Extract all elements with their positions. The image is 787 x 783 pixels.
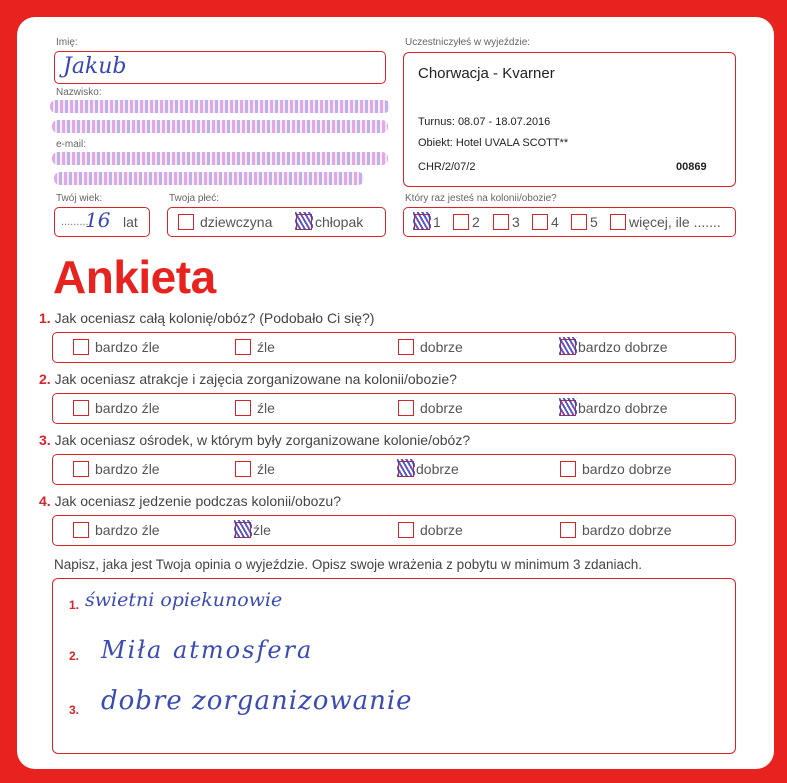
q4-option-good[interactable]: dobrze	[398, 521, 463, 538]
email-redacted	[52, 152, 388, 165]
q3-option-very-bad[interactable]: bardzo źle	[73, 460, 160, 477]
times-option-3[interactable]: 3	[493, 213, 520, 230]
q3-option-good[interactable]: dobrze	[398, 460, 459, 477]
age-value: 16	[85, 208, 111, 232]
checkbox[interactable]	[235, 339, 251, 355]
checkbox[interactable]	[398, 522, 414, 538]
question-2-options	[52, 393, 736, 424]
q4-option-very-bad[interactable]: bardzo źle	[73, 521, 160, 538]
trip-number: 00869	[676, 161, 707, 173]
q3-option-very-good[interactable]: bardzo dobrze	[560, 460, 672, 477]
q1-option-very-good[interactable]: bardzo dobrze	[560, 338, 668, 355]
question-1-options	[52, 332, 736, 363]
line-number-3: 3.	[69, 703, 80, 717]
age-dots: ..........	[61, 216, 92, 228]
checkbox[interactable]	[73, 461, 89, 477]
q2-option-good[interactable]: dobrze	[398, 399, 463, 416]
q3-option-bad[interactable]: źle	[235, 460, 275, 477]
times-option-1[interactable]: 1	[414, 213, 441, 230]
opinion-textarea[interactable]	[52, 578, 736, 754]
surname-redacted	[50, 100, 390, 113]
checkbox-checked[interactable]	[560, 339, 576, 355]
name-label: Imię:	[56, 37, 78, 48]
checkbox-checked[interactable]	[560, 400, 576, 416]
times-option-2[interactable]: 2	[453, 213, 480, 230]
trip-code: CHR/2/07/2	[418, 161, 476, 173]
gender-field	[167, 207, 386, 237]
surname-redacted-2	[52, 120, 388, 133]
times-option-more[interactable]: więcej, ile .......	[610, 213, 721, 230]
times-field	[403, 207, 736, 237]
gender-option-girl[interactable]: dziewczyna	[178, 213, 272, 230]
checkbox[interactable]	[560, 522, 576, 538]
checkbox-checked[interactable]	[296, 214, 312, 230]
gender-option-boy[interactable]: chłopak	[296, 213, 363, 230]
checkbox-checked[interactable]	[398, 461, 414, 477]
checkbox[interactable]	[178, 214, 194, 230]
q1-option-bad[interactable]: źle	[235, 338, 275, 355]
name-field[interactable]	[54, 51, 386, 84]
q2-option-very-good[interactable]: bardzo dobrze	[560, 399, 668, 416]
question-3-text: 3. Jak oceniasz ośrodek, w którym były zorganizowane kolonie/obóz?	[39, 432, 471, 448]
question-2-text: 2. Jak oceniasz atrakcje i zajęcia zorganizowane na kolonii/obozie?	[39, 371, 457, 387]
checkbox[interactable]	[235, 461, 251, 477]
checkbox-checked[interactable]	[414, 214, 430, 230]
times-option-5[interactable]: 5	[571, 213, 598, 230]
name-value: Jakub	[63, 54, 127, 79]
age-field[interactable]	[54, 207, 150, 237]
checkbox[interactable]	[453, 214, 469, 230]
checkbox[interactable]	[73, 400, 89, 416]
question-1-text: 1. Jak oceniasz całą kolonię/obóz? (Podobało Ci się?)	[39, 310, 375, 326]
email-label: e-mail:	[56, 139, 87, 150]
answer-3: dobre zorganizowanie	[101, 686, 413, 716]
line-number-1: 1.	[69, 598, 80, 612]
survey-title: Ankieta	[53, 251, 216, 303]
answer-1: świetni opiekunowie	[85, 589, 283, 611]
answer-2: Miła atmosfera	[101, 636, 314, 664]
checkbox[interactable]	[493, 214, 509, 230]
q4-option-very-good[interactable]: bardzo dobrze	[560, 521, 672, 538]
trip-destination: Chorwacja - Kvarner	[418, 65, 555, 82]
email-redacted-2	[54, 172, 364, 185]
age-label: Twój wiek:	[56, 193, 103, 204]
times-option-4[interactable]: 4	[532, 213, 559, 230]
checkbox[interactable]	[610, 214, 626, 230]
question-4-text: 4. Jak oceniasz jedzenie podczas kolonii/obozu?	[39, 493, 341, 509]
q1-option-very-bad[interactable]: bardzo źle	[73, 338, 160, 355]
checkbox[interactable]	[235, 400, 251, 416]
surname-label: Nazwisko:	[56, 87, 102, 98]
opinion-prompt: Napisz, jaka jest Twoja opinia o wyjeździe. Opisz swoje wrażenia z pobytu w minimum 3 zdaniach.	[54, 557, 643, 572]
checkbox[interactable]	[73, 522, 89, 538]
line-number-2: 2.	[69, 649, 80, 663]
q2-option-very-bad[interactable]: bardzo źle	[73, 399, 160, 416]
age-unit: lat	[123, 214, 138, 230]
q1-option-good[interactable]: dobrze	[398, 338, 463, 355]
trip-obiekt: Obiekt: Hotel UVALA SCOTT**	[418, 137, 569, 149]
checkbox[interactable]	[560, 461, 576, 477]
times-label: Który raz jesteś na kolonii/obozie?	[405, 193, 557, 204]
q2-option-bad[interactable]: źle	[235, 399, 275, 416]
checkbox[interactable]	[398, 339, 414, 355]
checkbox[interactable]	[532, 214, 548, 230]
question-4-options	[52, 515, 736, 546]
checkbox[interactable]	[398, 400, 414, 416]
question-3-options	[52, 454, 736, 485]
q4-option-bad[interactable]: źle	[235, 521, 271, 538]
trip-turnus: Turnus: 08.07 - 18.07.2016	[418, 116, 551, 128]
checkbox-checked[interactable]	[235, 522, 251, 538]
checkbox[interactable]	[73, 339, 89, 355]
trip-box	[403, 52, 736, 187]
gender-label: Twoja płeć:	[169, 193, 220, 204]
checkbox[interactable]	[571, 214, 587, 230]
trip-label: Uczestniczyłeś w wyjeździe:	[405, 37, 531, 48]
